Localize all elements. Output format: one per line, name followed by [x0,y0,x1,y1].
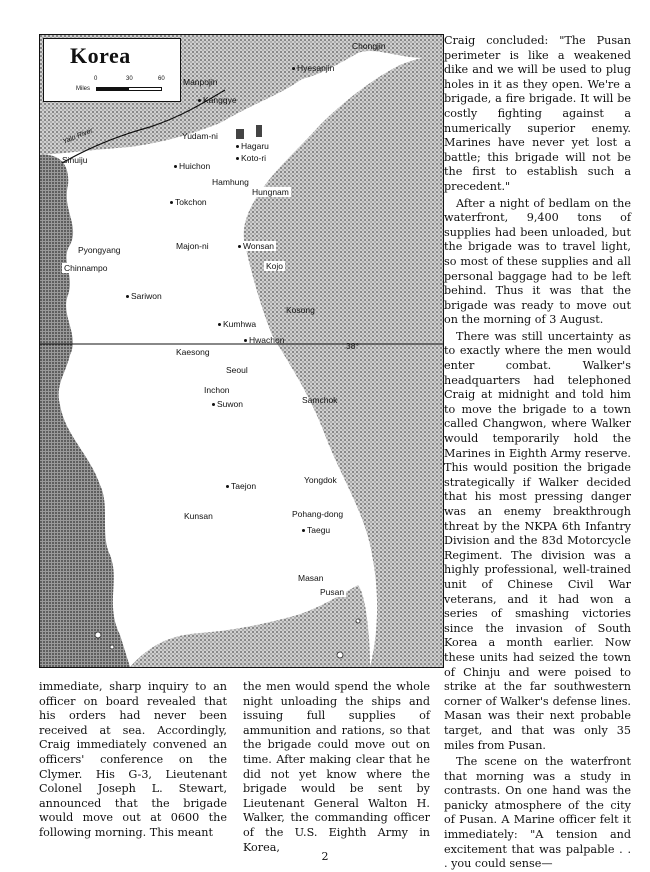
paragraph: Craig concluded: "The Pusan perimeter is like a weakened dike and we will be used to plug holes in it as they open. We're a brigade, a fire brigade. It will be costly fighting against a numerically superior enemy. Marines have never yet lost a battle; this brigade will not be the first to establish such a precedent." [444,34,631,193]
map-graphic [40,35,443,667]
place-label: Hyesanjin [292,63,334,73]
south-sea [130,585,370,667]
map-scale [76,76,172,99]
place-label: Taegu [302,525,330,535]
scale-bar [96,87,162,91]
place-label: Kumhwa [218,319,256,329]
text-column-bottom-left [39,680,227,841]
place-label: Koto-ri [236,153,266,163]
place-label: Kanggye [198,95,237,105]
scale-unit: Miles [76,86,91,92]
river-label: Yalu River [61,127,94,146]
korea-map [39,34,444,668]
paragraph: After a night of bedlam on the waterfront, 9,400 tons of supplies had been unloaded, but the brigade was to travel light, so most of these supplies and all personal baggage had to be left behind. Thus it was that the brigade was ready to move out on the morning of 3 August. [444,196,631,327]
place-label: Suwon [212,399,243,409]
text-column-bottom-middle [243,680,430,855]
place-label: Yongdok [304,475,337,485]
place-label: Samchok [302,395,338,405]
place-label: Chinnampo [64,263,108,273]
place-label: Chongjin [352,41,386,51]
yellow-sea [40,155,130,667]
place-label: Pohang-dong [292,509,344,519]
map-legend [43,38,181,102]
scale-tick: 30 [126,76,133,82]
place-label: Pyongyang [78,245,121,255]
place-label: Wonsan [236,241,276,251]
paragraph: immediate, sharp inquiry to an officer on board revealed that his orders had never been received at sea. Accordingly, Craig immediately convened an officers' conference on the Clymer. His G-3, Lieutenant Colonel Joseph L. Stewart, announced that the brigade would move out at 0600 the following morning. This meant [39,680,227,839]
sea-of-japan [244,55,443,667]
place-label: Seoul [226,365,248,375]
place-label: Hungnam [252,187,289,197]
place-label: Inchon [204,385,230,395]
place-label: Pusan [320,587,345,597]
place-label: Hwachon [244,335,284,345]
place-label: Kunsan [184,511,213,521]
place-label: Tokchon [170,197,207,207]
place-label: Masan [298,573,324,583]
map-title: Korea [70,43,131,68]
scale-tick: 60 [158,76,165,82]
place-label: Yudam-ni [182,131,218,141]
paragraph: There was still uncertainty as to exactly where the men would enter combat. Walker's headquarters had telephoned Craig at midnight and told him to move the brigade to a town called Changwon, where Walker would temporarily hold the Marines in Eighth Army reserve. This would position the brigade strategically if Walker decided that his most pressing danger was an enemy breakthrough threat by the NKPA 6th Infantry Division and the 83d Motorcycle Regiment. The division was a highly professional, well-trained unit of Chinese Civil War veterans, and it had won a series of smashing victories since the invasion of South Korea a month earlier. Now these units had seized the town of Chinju and were poised to strike at the far southwestern corner of Walker's defense lines. Masan was their next probable target, and that was only 35 miles from Pusan. [444,329,631,752]
text-column-right [444,34,631,872]
place-label: Taejon [226,481,256,491]
place-label: Manpojin [178,77,218,87]
place-label: Sinuiju [62,155,88,165]
place-label: Hamhung [212,177,249,187]
place-label: Majon-ni [176,241,209,251]
place-label: Kaesong [176,347,210,357]
place-label: Kojo [266,261,284,271]
reservoir-mark [256,125,262,137]
paragraph: the men would spend the whole night unloading the ships and issuing full supplies of ammunition and rations, so that the brigade could move out on time. After making clear that he did not yet know where the brigade would be sent by Lieutenant General Walton H. Walker, the commanding officer of the U.S. Eighth Army in Korea, [243,680,430,854]
place-label: Hagaru [236,141,269,151]
paragraph: The scene on the waterfront that morning was a study in contrasts. On one hand was the panicky atmosphere of the city of Pusan. A Marine officer felt it immediately: "A tension and excitement that was palpable . . . you could sense— [444,755,631,871]
parallel-label: 38° [346,341,359,351]
place-label: Huichon [174,161,210,171]
scale-tick: 0 [94,76,98,82]
reservoir-mark [236,129,244,139]
place-label: Kosong [286,305,315,315]
page-number: 2 [321,850,329,863]
place-label: Sariwon [126,291,162,301]
